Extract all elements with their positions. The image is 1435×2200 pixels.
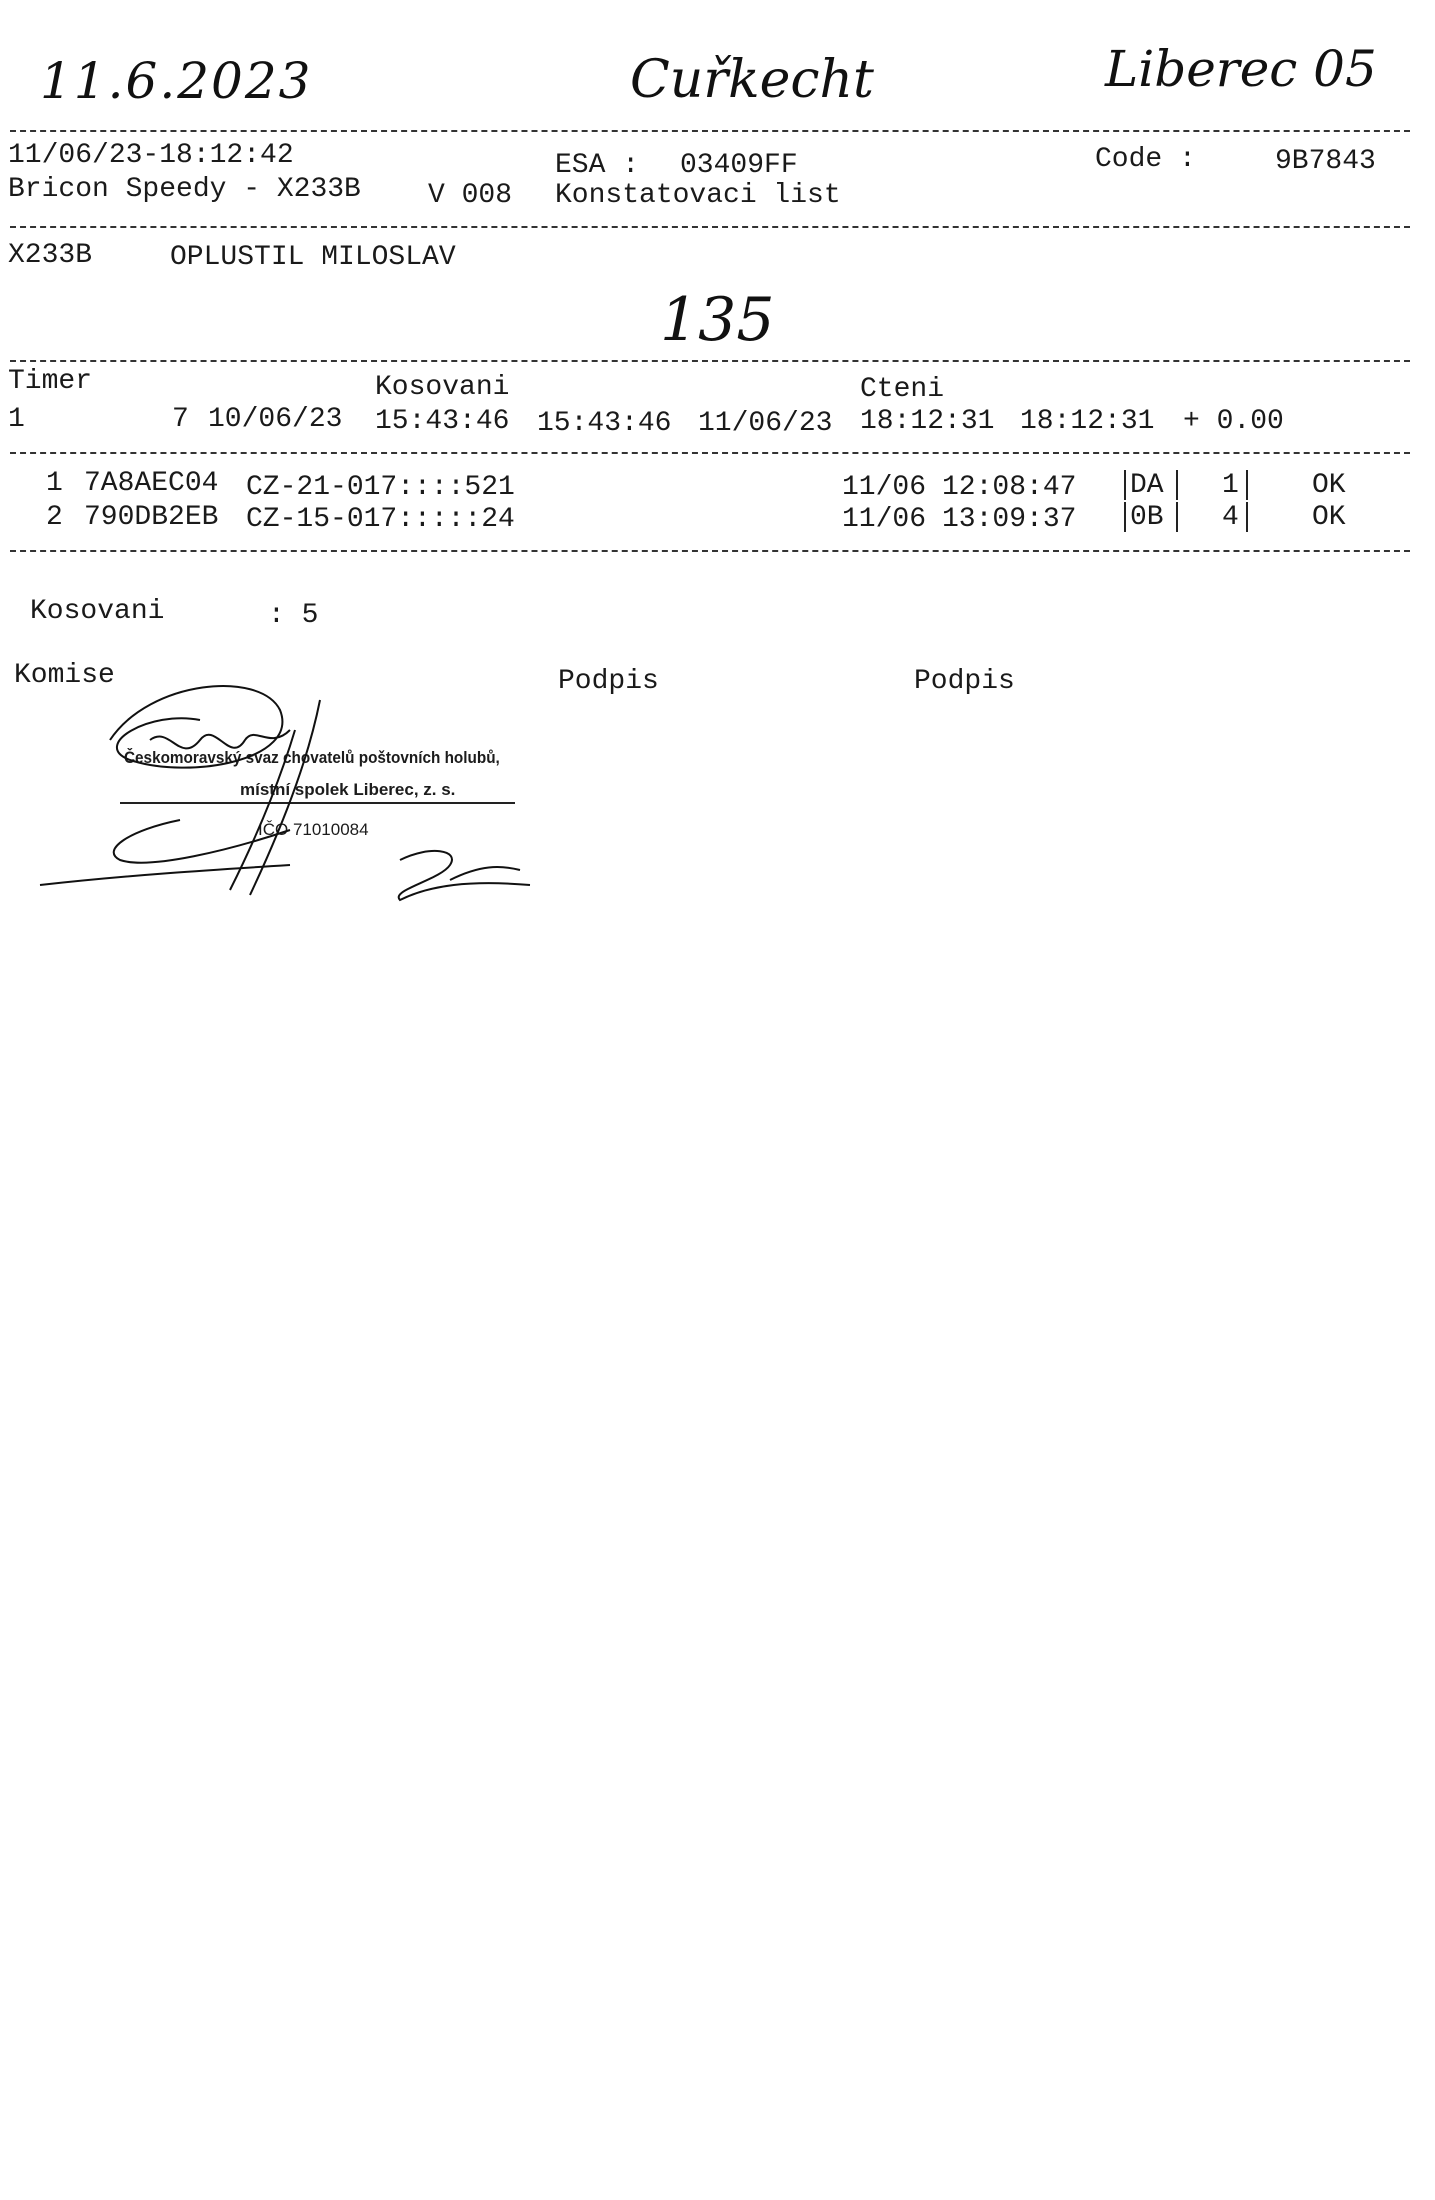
- record-date: 11/06: [842, 504, 927, 535]
- stamp-line-2: místní spolek Liberec, z. s.: [240, 780, 456, 799]
- record-ring: CZ-21-017::::521: [246, 472, 515, 503]
- kosovani-time-2: 15:43:46: [537, 408, 672, 439]
- divider: [10, 226, 1410, 228]
- firmware-version: V 008: [428, 180, 513, 211]
- record-chip: 7A8AEC04: [84, 468, 219, 499]
- record-status: OK: [1312, 470, 1346, 501]
- kosovani-date: 10/06/23: [208, 404, 343, 435]
- record-number: 1: [46, 468, 63, 499]
- signature-komise: [30, 670, 550, 910]
- divider: [10, 360, 1410, 362]
- stamp-line-3: IČO 71010084: [258, 820, 369, 839]
- handwritten-date: 11.6.2023: [40, 52, 313, 110]
- column-separator: [1176, 470, 1178, 500]
- kosovani-column-label: Kosovani: [375, 372, 510, 403]
- record-time: 12:08:47: [942, 472, 1077, 503]
- column-separator: [1246, 470, 1248, 500]
- podpis-label-2: Podpis: [914, 666, 1015, 697]
- column-separator: [1246, 502, 1248, 532]
- document-title: Konstatovaci list: [555, 180, 841, 211]
- kosovani-time-1: 15:43:46: [375, 406, 510, 437]
- handwritten-name: Cuřkecht: [630, 50, 874, 110]
- column-separator: [1124, 470, 1126, 500]
- divider: [10, 130, 1410, 132]
- code-value: 9B7843: [1275, 146, 1376, 177]
- code-label: Code :: [1095, 144, 1196, 175]
- record-position: 4: [1222, 502, 1239, 533]
- record-position: 1: [1222, 470, 1239, 501]
- esa-label: ESA :: [555, 150, 640, 181]
- record-flag: 0B: [1130, 502, 1164, 533]
- esa-value: 03409FF: [680, 150, 798, 181]
- handwritten-place: Liberec 05: [1105, 40, 1377, 98]
- divider: [10, 550, 1410, 552]
- cteni-time-2: 18:12:31: [1020, 406, 1155, 437]
- kosovani-summary-value: : 5: [268, 600, 319, 631]
- owner-name: OPLUSTIL MILOSLAV: [170, 242, 456, 273]
- record-ring: CZ-15-017:::::24: [246, 504, 515, 535]
- handwritten-count: 135: [660, 285, 775, 355]
- divider: [10, 452, 1410, 454]
- record-number: 2: [46, 502, 63, 533]
- column-separator: [1176, 502, 1178, 532]
- column-separator: [1124, 502, 1126, 532]
- record-time: 13:09:37: [942, 504, 1077, 535]
- podpis-label-1: Podpis: [558, 666, 659, 697]
- record-flag: DA: [1130, 470, 1164, 501]
- timer-number: 1: [8, 404, 25, 435]
- timer-label: Timer: [8, 366, 93, 397]
- cteni-column-label: Cteni: [860, 374, 945, 405]
- komise-label: Komise: [14, 660, 115, 691]
- record-status: OK: [1312, 502, 1346, 533]
- owner-id: X233B: [8, 240, 93, 271]
- timestamp: 11/06/23-18:12:42: [8, 140, 294, 171]
- time-difference: + 0.00: [1183, 406, 1284, 437]
- cteni-date: 11/06/23: [698, 408, 833, 439]
- kosovani-summary-label: Kosovani: [30, 596, 165, 627]
- device-name: Bricon Speedy - X233B: [8, 174, 361, 205]
- record-date: 11/06: [842, 472, 927, 503]
- timer-count: 7: [172, 404, 189, 435]
- stamp-line-1: Českomoravský svaz chovatelů poštovních holubů,: [124, 748, 500, 767]
- cteni-time-1: 18:12:31: [860, 406, 995, 437]
- record-chip: 790DB2EB: [84, 502, 219, 533]
